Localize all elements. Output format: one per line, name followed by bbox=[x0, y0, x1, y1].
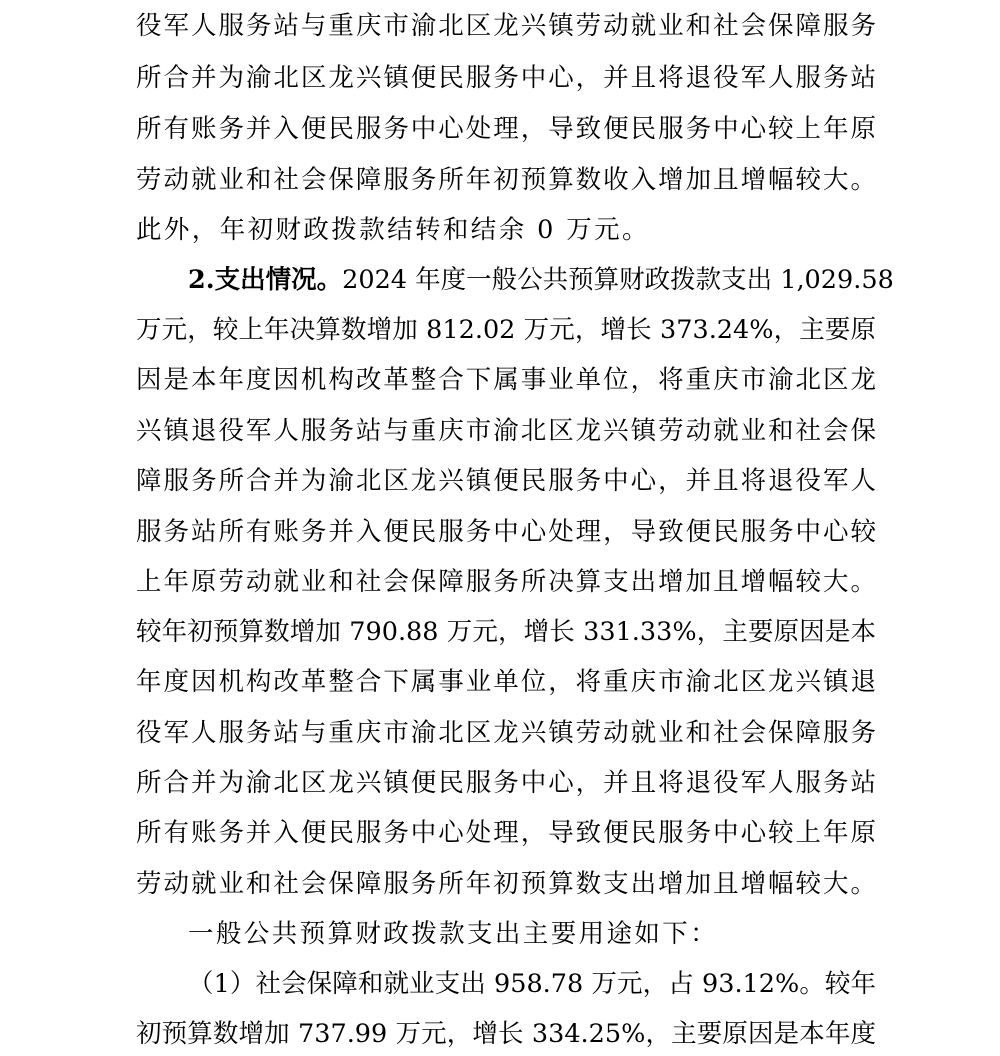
text-line-16: 所合并为渝北区龙兴镇便民服务中心，并且将退役军人服务站 bbox=[136, 768, 876, 798]
text-line-5: 此外，年初财政拨款结转和结余 0 万元。 bbox=[136, 215, 650, 245]
text-line-12: 上年原劳动就业和社会保障服务所决算支出增加且增幅较大。 bbox=[136, 567, 876, 597]
text-line-14: 年度因机构改革整合下属事业单位，将重庆市渝北区龙兴镇退 bbox=[136, 667, 876, 697]
text-line-8: 因是本年度因机构改革整合下属事业单位，将重庆市渝北区龙 bbox=[136, 365, 876, 395]
text-line-18: 劳动就业和社会保障服务所年初预算数支出增加且增幅较大。 bbox=[136, 869, 876, 899]
text-line-7: 万元，较上年决算数增加 812.02 万元，增长 373.24%，主要原 bbox=[136, 315, 876, 345]
text-line-9: 兴镇退役军人服务站与重庆市渝北区龙兴镇劳动就业和社会保 bbox=[136, 416, 876, 446]
text-line-21: 初预算数增加 737.99 万元，增长 334.25%，主要原因是本年度 bbox=[136, 1019, 876, 1049]
text-line-4: 劳动就业和社会保障服务所年初预算数收入增加且增幅较大。 bbox=[136, 165, 876, 195]
text-line-15: 役军人服务站与重庆市渝北区龙兴镇劳动就业和社会保障服务 bbox=[136, 718, 876, 748]
document-page bbox=[136, 0, 894, 1056]
text-line-2: 所合并为渝北区龙兴镇便民服务中心，并且将退役军人服务站 bbox=[136, 63, 876, 93]
text-line-19: 一般公共预算财政拨款支出主要用途如下： bbox=[188, 919, 719, 949]
text-line-11: 服务站所有账务并入便民服务中心处理，导致便民服务中心较 bbox=[136, 517, 876, 547]
section-heading: 2.支出情况。 bbox=[188, 265, 343, 295]
text-line-1: 役军人服务站与重庆市渝北区龙兴镇劳动就业和社会保障服务 bbox=[136, 11, 876, 41]
expenditure-paragraph-first-line bbox=[188, 262, 894, 298]
text-line-20: （1）社会保障和就业支出 958.78 万元，占 93.12%。较年 bbox=[188, 969, 876, 999]
text-line-17: 所有账务并入便民服务中心处理，导致便民服务中心较上年原 bbox=[136, 818, 876, 848]
text-line-6: 2024 年度一般公共预算财政拨款支出 1,029.58 bbox=[342, 265, 894, 295]
text-line-3: 所有账务并入便民服务中心处理，导致便民服务中心较上年原 bbox=[136, 114, 876, 144]
text-line-13: 较年初预算数增加 790.88 万元，增长 331.33%，主要原因是本 bbox=[136, 617, 876, 647]
text-line-10: 障服务所合并为渝北区龙兴镇便民服务中心，并且将退役军人 bbox=[136, 466, 876, 496]
